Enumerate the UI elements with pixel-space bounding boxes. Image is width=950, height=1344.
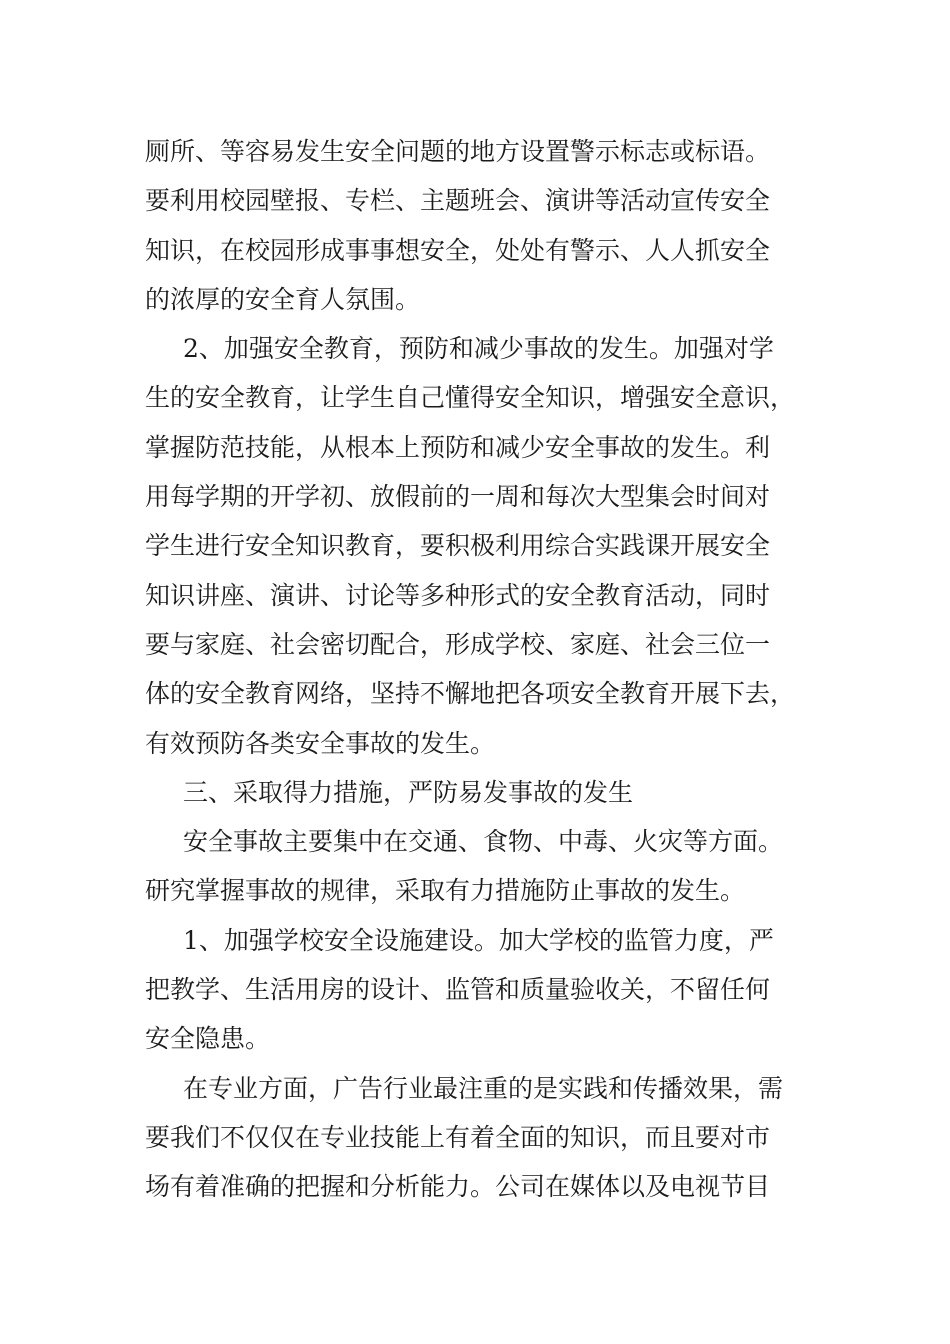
text-line: 生的安全教育，让学生自己懂得安全知识，增强安全意识， — [145, 383, 796, 413]
text-line: 要利用校园壁报、专栏、主题班会、演讲等活动宣传安全 — [145, 186, 771, 216]
text-line: 要我们不仅仅在专业技能上有着全面的知识，而且要对市 — [145, 1122, 771, 1152]
text-line: 2、加强安全教育，预防和减少事故的发生。加强对学 — [183, 334, 774, 364]
text-line: 厕所、等容易发生安全问题的地方设置警示标志或标语。 — [145, 137, 771, 166]
text-line: 体的安全教育网络，坚持不懈地把各项安全教育开展下去， — [145, 679, 796, 709]
text-line: 场有着准确的把握和分析能力。公司在媒体以及电视节目 — [145, 1172, 771, 1202]
text-line: 用每学期的开学初、放假前的一周和每次大型集会时间对 — [145, 482, 771, 512]
text-line: 知识讲座、演讲、讨论等多种形式的安全教育活动，同时 — [145, 580, 771, 610]
text-line: 掌握防范技能，从根本上预防和减少安全事故的发生。利 — [145, 432, 771, 462]
text-line: 知识，在校园形成事事想安全，处处有警示、人人抓安全 — [145, 235, 771, 265]
text-line: 要与家庭、社会密切配合，形成学校、家庭、社会三位一 — [145, 629, 771, 659]
text-line: 学生进行安全知识教育，要积极利用综合实践课开展安全 — [145, 531, 771, 561]
section-heading: 三、采取得力措施，严防易发事故的发生 — [183, 777, 634, 807]
text-line: 的浓厚的安全育人氛围。 — [145, 284, 421, 314]
text-line: 安全事故主要集中在交通、食物、中毒、火灾等方面。 — [183, 827, 784, 857]
text-line: 1、加强学校安全设施建设。加大学校的监管力度，严 — [183, 925, 774, 955]
text-line: 把教学、生活用房的设计、监管和质量验收关，不留任何 — [145, 975, 771, 1005]
text-line: 在专业方面，广告行业最注重的是实践和传播效果，需 — [183, 1073, 784, 1103]
text-line: 有效预防各类安全事故的发生。 — [145, 728, 496, 758]
document-body — [145, 127, 805, 1212]
text-line: 安全隐患。 — [145, 1024, 271, 1054]
text-line: 研究掌握事故的规律，采取有力措施防止事故的发生。 — [145, 876, 746, 906]
